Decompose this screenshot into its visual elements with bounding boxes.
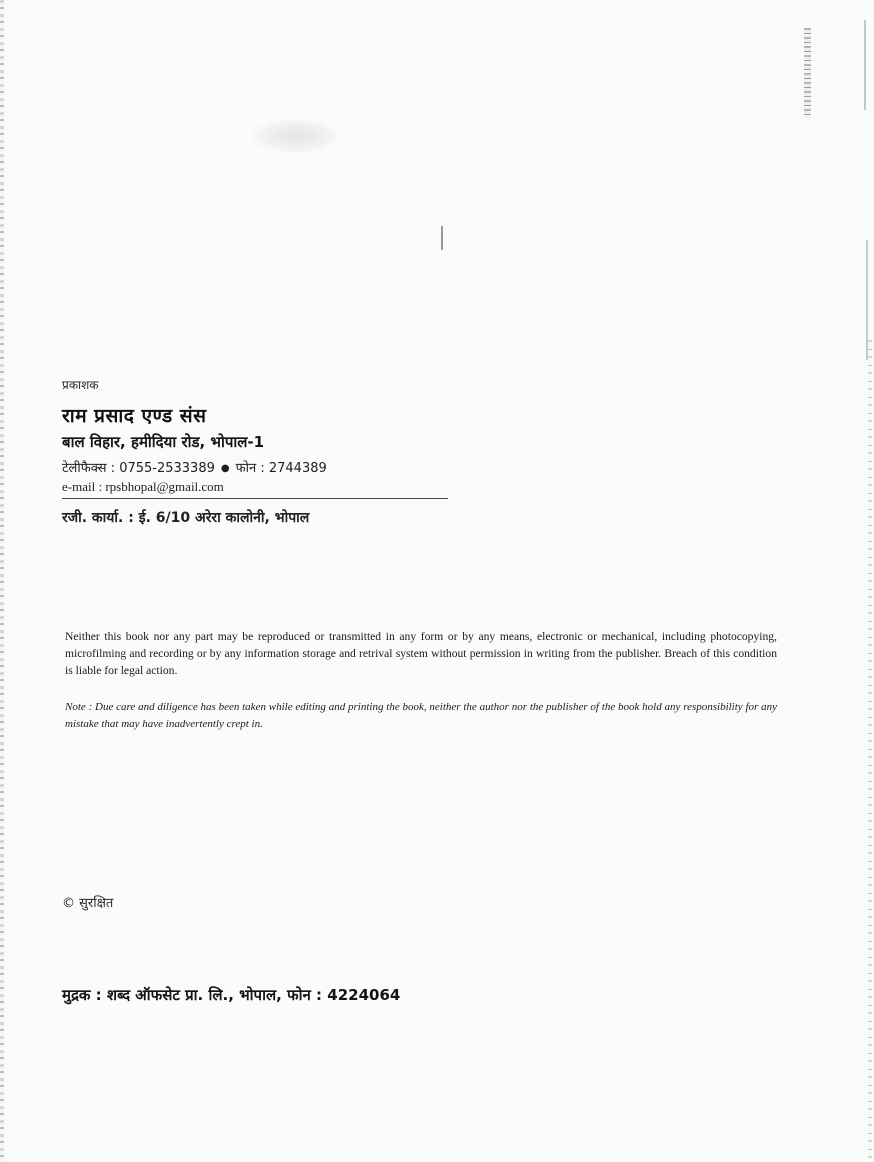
scan-edge-right [864,20,866,110]
scan-edge-right [804,28,811,118]
publisher-label: प्रकाशक [62,378,99,392]
contact-line [62,458,327,476]
scan-mark [441,226,443,250]
rights-reserved: © सुरक्षित [62,896,114,911]
telefax: टेलीफैक्स : 0755-2533389 [62,461,215,476]
copyright-notice: Neither this book nor any part may be reproduced or transmitted in any form or by any means, electronic or mechanical, including photocopying, microfilming and recording or by any information storage and retrival system without permission in writing from the publisher. Breach of this condition is liable for legal action. [65,630,777,677]
scan-smudge [250,118,340,154]
registered-office: रजी. कार्या. : ई. 6/10 अरेरा कालोनी, भोपाल [62,510,310,526]
divider [62,498,448,499]
scan-edge-left [0,0,4,1162]
disclaimer-note: Note : Due care and diligence has been taken while editing and printing the book, neither the author nor the publisher of the book hold any responsibility for any mistake that may have inadvertently crept in. [65,701,777,730]
bullet-icon: ● [220,463,230,474]
phone: फोन : 2744389 [235,461,327,476]
printer-info: मुद्रक : शब्द ऑफसेट प्रा. लि., भोपाल, फोन : 4224064 [62,986,401,1004]
publisher-address: बाल विहार, हमीदिया रोड, भोपाल-1 [62,433,265,451]
publisher-name: राम प्रसाद एण्ड संस [62,405,207,427]
scan-edge-right [868,340,872,1160]
email: e-mail : rpsbhopal@gmail.com [62,479,224,494]
